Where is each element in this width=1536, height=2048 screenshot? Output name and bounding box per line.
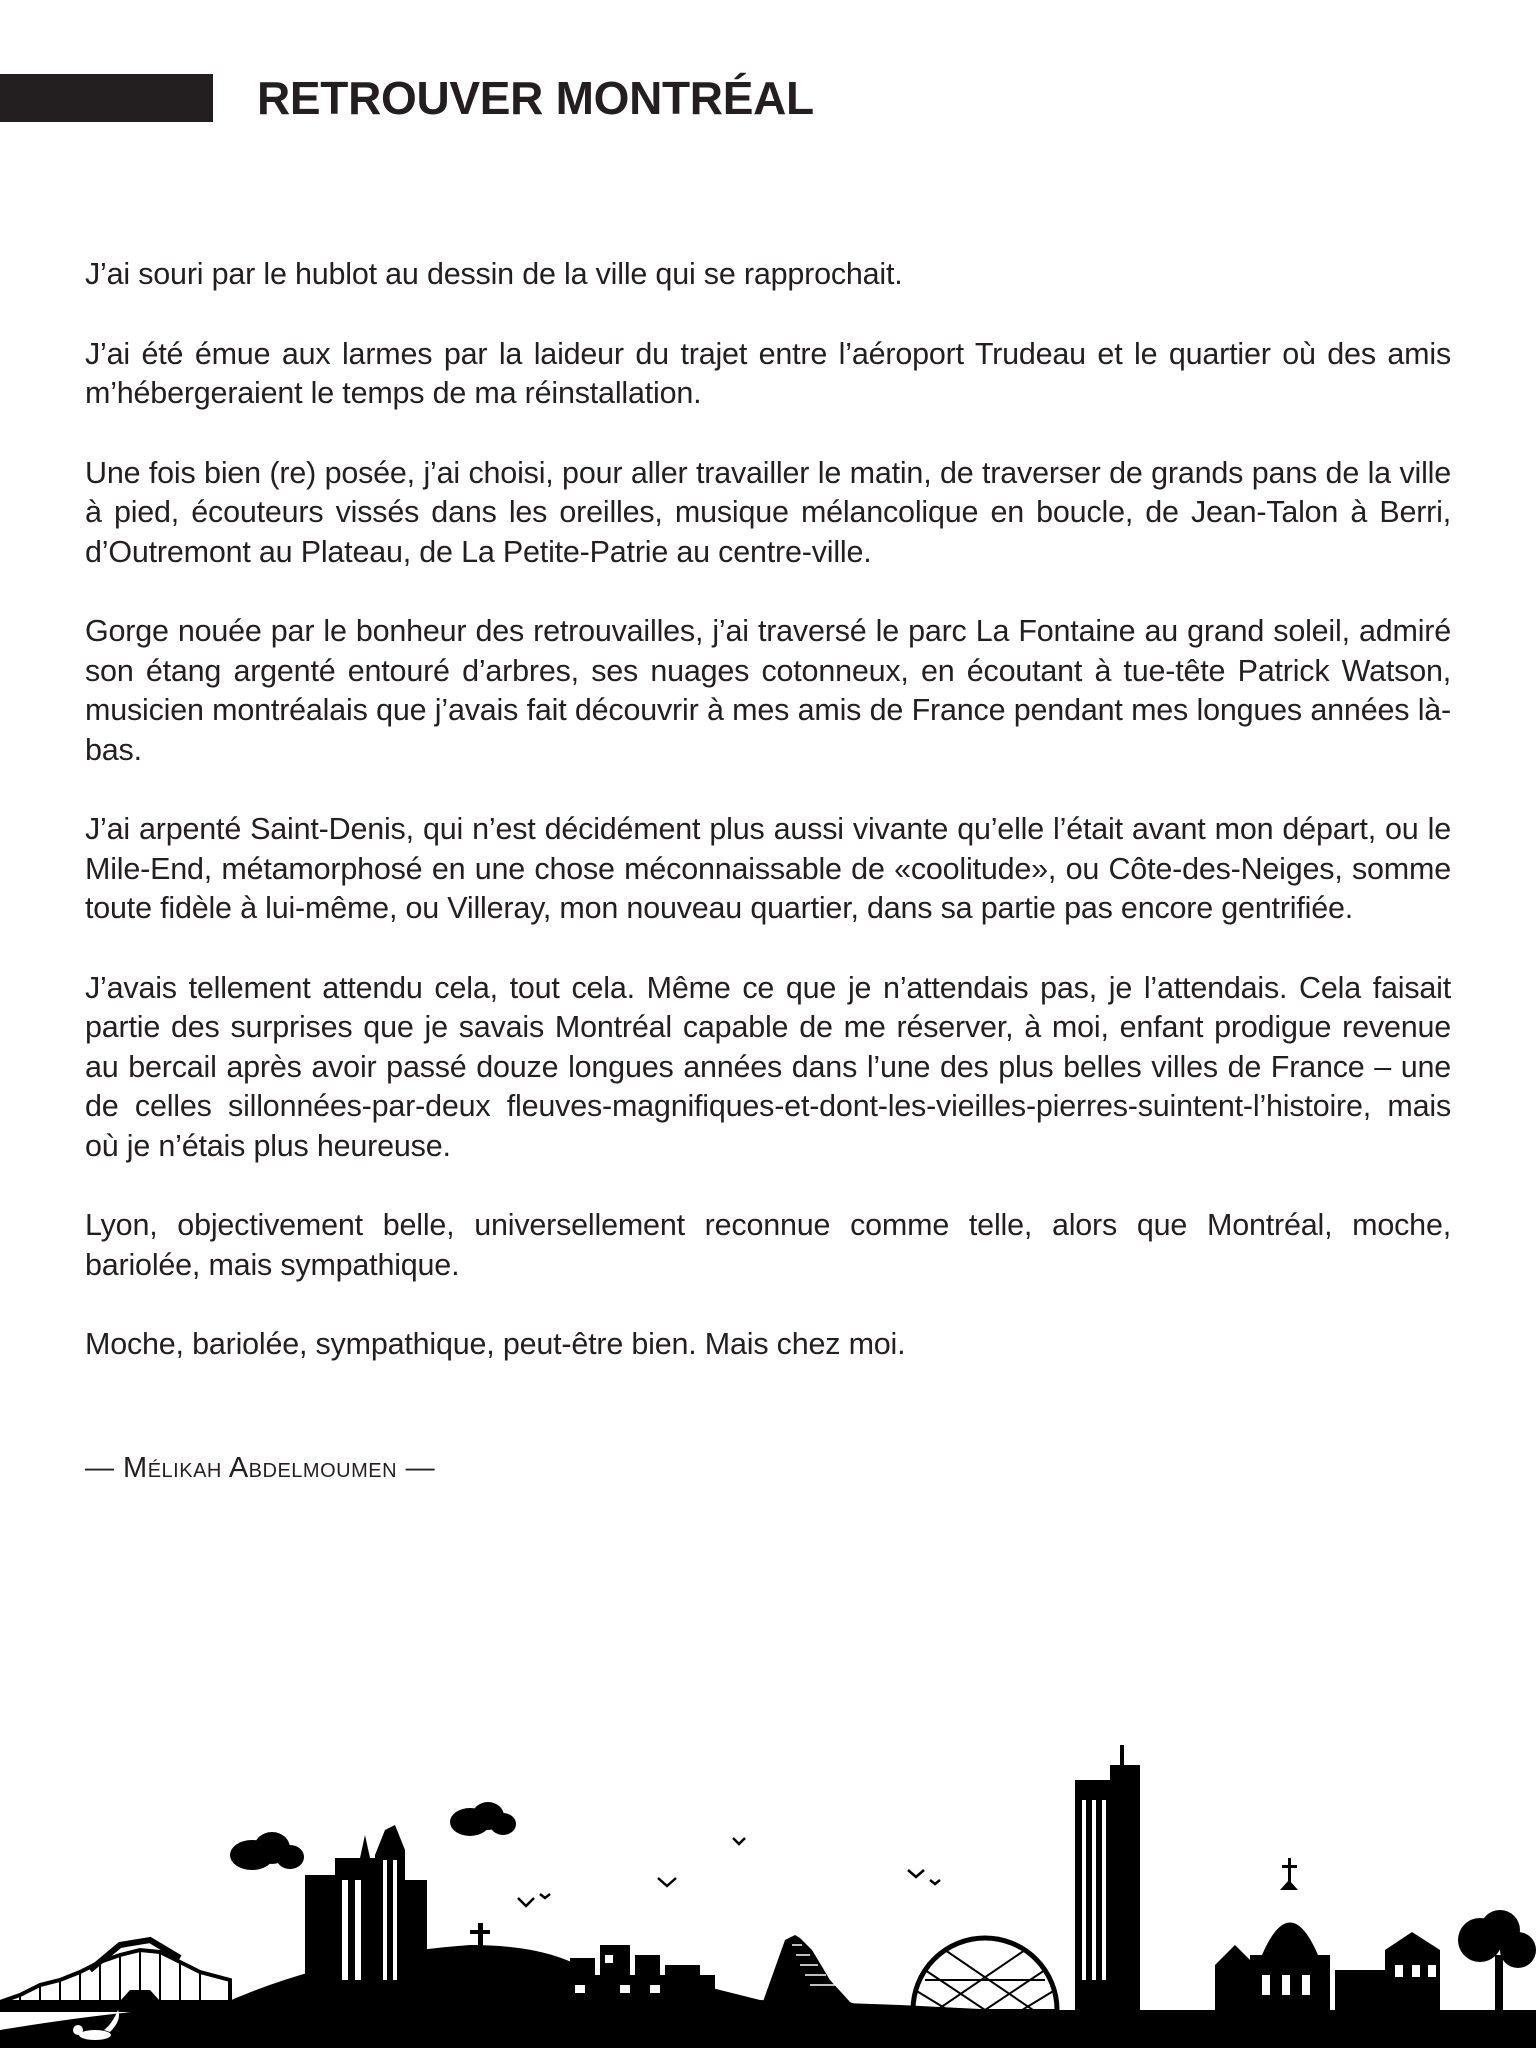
paragraph-8: Moche, bariolée, sympathique, peut-être bien. Mais chez moi. bbox=[85, 1327, 906, 1361]
skyscraper-icon bbox=[1075, 1745, 1140, 2010]
paragraph-1: J’ai souri par le hublot au dessin de la ville qui se rapprochait. bbox=[85, 257, 903, 291]
paragraph-3: Une fois bien (re) posée, j’ai choisi, pour aller travailler le matin, de traverser de grands pans de la ville à pied, écouteurs vissés dans les oreilles, musique mélancolique en boucle, de Jean-Talon à Berri, d’Outremont au Plateau, de La Petite-Patrie au centre-ville. bbox=[85, 455, 1451, 569]
page-title: RETROUVER MONTRÉAL bbox=[257, 72, 814, 124]
habitat-67-icon bbox=[555, 1945, 715, 2010]
paragraph-2: J’ai été émue aux larmes par la laideur du trajet entre l’aéroport Trudeau et le quartier où des amis m’hébergeraient le temps de ma réinstallation. bbox=[85, 336, 1451, 410]
paragraph-5: J’ai arpenté Saint-Denis, qui n’est décidément plus aussi vivante qu’elle l’était avant mon départ, ou le Mile-End, métamorphosé en une chose méconnaissable de «coolitude», ou Côte-des-Neiges, somme toute fidèle à lui-même, ou Villeray, mon nouveau quartier, dans sa partie pas encore gentrifiée. bbox=[85, 812, 1451, 925]
article-body bbox=[85, 255, 1451, 1405]
montreal-skyline-illustration bbox=[0, 1740, 1536, 2048]
oratory-dome-icon bbox=[1250, 1858, 1330, 2010]
birds-icon bbox=[518, 1838, 940, 1906]
paragraph-4: Gorge nouée par le bonheur des retrouvailles, j’ai traversé le parc La Fontaine au grand soleil, admiré son étang argenté entouré d’arbres, ses nuages cotonneux, en écoutant à tue-tête Patrick Watson, musicien montréalais que j’avais fait découvrir à mes amis de France pendant mes longues années là-bas. bbox=[85, 614, 1451, 767]
bridge-icon bbox=[0, 1940, 230, 2012]
olympic-stadium-icon bbox=[760, 1935, 870, 2010]
title-accent-bar bbox=[0, 74, 213, 122]
paragraph-6: J’avais tellement attendu cela, tout cela. Même ce que je n’attendais pas, je l’attendais. Cela faisait partie des surprises que je savais Montréal capable de me réserver, à moi, enfant prodigue revenue au bercail après avoir passé douze longues années dans l’une des plus belles villes de France – une de celles sillonnées-par-deux fleuves-magnifiques-et-dont-les-vieilles-pierres-suintent-l’histoire, mais où je n’étais plus heureuse. bbox=[85, 970, 1451, 1163]
author-signature: — Mélikah Abdelmoumen — bbox=[85, 1452, 436, 1484]
tree-icon bbox=[1458, 1910, 1536, 2010]
paragraph-7: Lyon, objectivement belle, universellement reconnue comme telle, alors que Montréal, moche, bariolée, mais sympathique. bbox=[85, 1208, 1451, 1282]
